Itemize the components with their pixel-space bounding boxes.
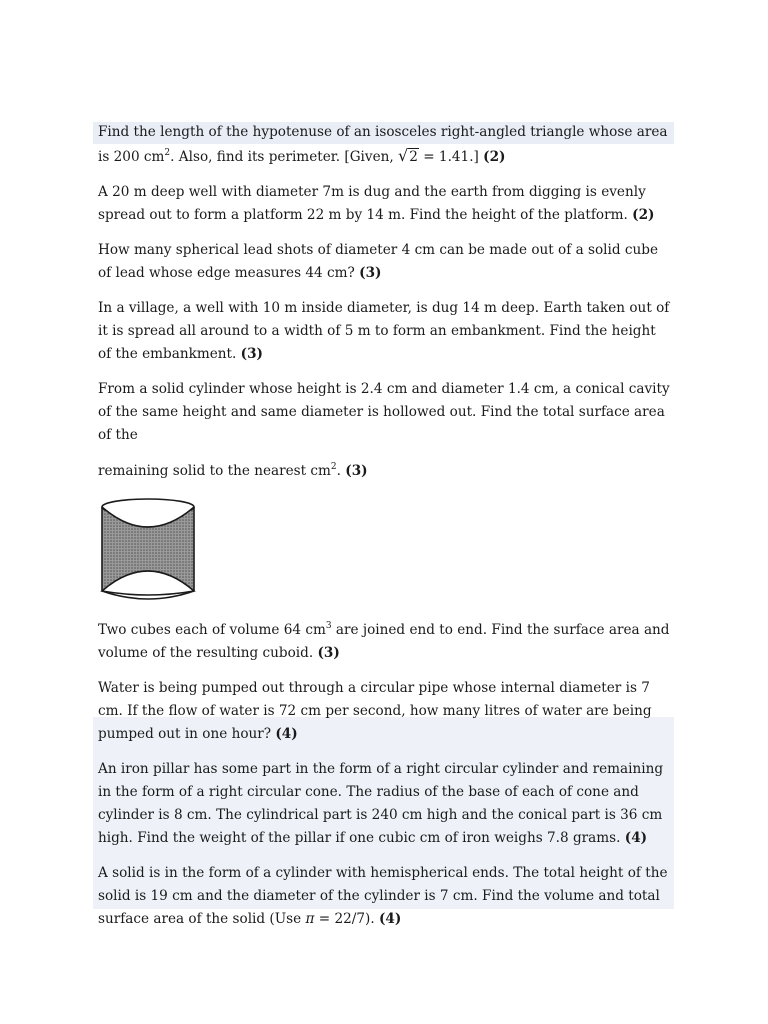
question-5-marks: (3) [345, 463, 368, 479]
question-5-text2: remaining solid to the nearest cm [98, 463, 331, 479]
question-1-marks: (2) [483, 149, 506, 165]
question-3-marks: (3) [359, 265, 382, 281]
question-5 [98, 378, 673, 483]
question-7-marks: (4) [275, 726, 298, 742]
question-7-text: Water is being pumped out through a circular pipe whose internal diameter is 7 cm. If the flow of water is 72 cm per second, how many litres of water are being pumped out in one hour? [98, 680, 652, 742]
question-5-text: From a solid cylinder whose height is 2.4 cm and diameter 1.4 cm, a conical cavity of the same height and same diameter is hollowed out. Find the total surface area of the [98, 381, 670, 443]
question-1-text2: . Also, find its perimeter. [Given, [170, 149, 399, 165]
question-6-text2: are joined end to end. Find the surface area and volume of the resulting cuboid. [98, 622, 670, 661]
question-9-text: A solid is in the form of a cylinder with hemispherical ends. The total height of the solid is 19 cm and the diameter of the cylinder is 7 cm. Find the volume and total surface area of the solid (Use [98, 865, 668, 927]
question-2-marks: (2) [632, 207, 655, 223]
question-8-marks: (4) [624, 830, 648, 846]
question-2 [98, 181, 673, 227]
sqrt-argument: 2 [409, 149, 418, 165]
question-6-marks: (3) [317, 645, 340, 661]
question-1 [98, 121, 673, 169]
cylinder-with-conical-cavities-icon [98, 495, 198, 605]
question-4 [98, 297, 673, 366]
cylinder-figure [98, 495, 673, 605]
question-9 [98, 862, 673, 931]
question-9-text2: = 22/7). [314, 911, 379, 927]
question-4-text: In a village, a well with 10 m inside diameter, is dug 14 m deep. Earth taken out of it is spread all around to a width of 5 m to form an embankment. Find the height of the embankment. [98, 300, 670, 362]
question-5-sup: 2 [330, 462, 337, 472]
question-3 [98, 239, 673, 285]
question-1-sup: 2 [164, 148, 171, 158]
question-8 [98, 758, 673, 850]
question-list [98, 121, 673, 943]
question-5-text3: . [336, 463, 346, 479]
question-6 [98, 619, 673, 665]
question-9-marks: (4) [378, 911, 402, 927]
question-6-sup: 3 [325, 621, 332, 631]
question-1-text3: = 1.41.] [418, 149, 484, 165]
question-6-text: Two cubes each of volume 64 cm [98, 622, 326, 638]
question-8-text: An iron pillar has some part in the form of a right circular cylinder and remaining in the form of a right circular cone. The radius of the base of each of cone and cylinder is 8 cm. The cylindrical part is 240 cm high and the conical part is 36 cm high. Find the weight of the pillar if one cubic cm of iron weighs 7.8 grams. [98, 761, 664, 846]
question-3-text: How many spherical lead shots of diameter 4 cm can be made out of a solid cube of lead whose edge measures 44 cm? [98, 242, 658, 281]
question-7 [98, 677, 673, 746]
pi-symbol: π [305, 911, 315, 927]
question-2-text: A 20 m deep well with diameter 7m is dug and the earth from digging is evenly spread out to form a platform 22 m by 14 m. Find the height of the platform. [98, 184, 646, 223]
sqrt-symbol: √2 [398, 146, 418, 165]
question-1-text: Find the length of the hypotenuse of an isosceles right-angled triangle whose area is 200 cm [98, 124, 668, 165]
question-4-marks: (3) [240, 346, 263, 362]
